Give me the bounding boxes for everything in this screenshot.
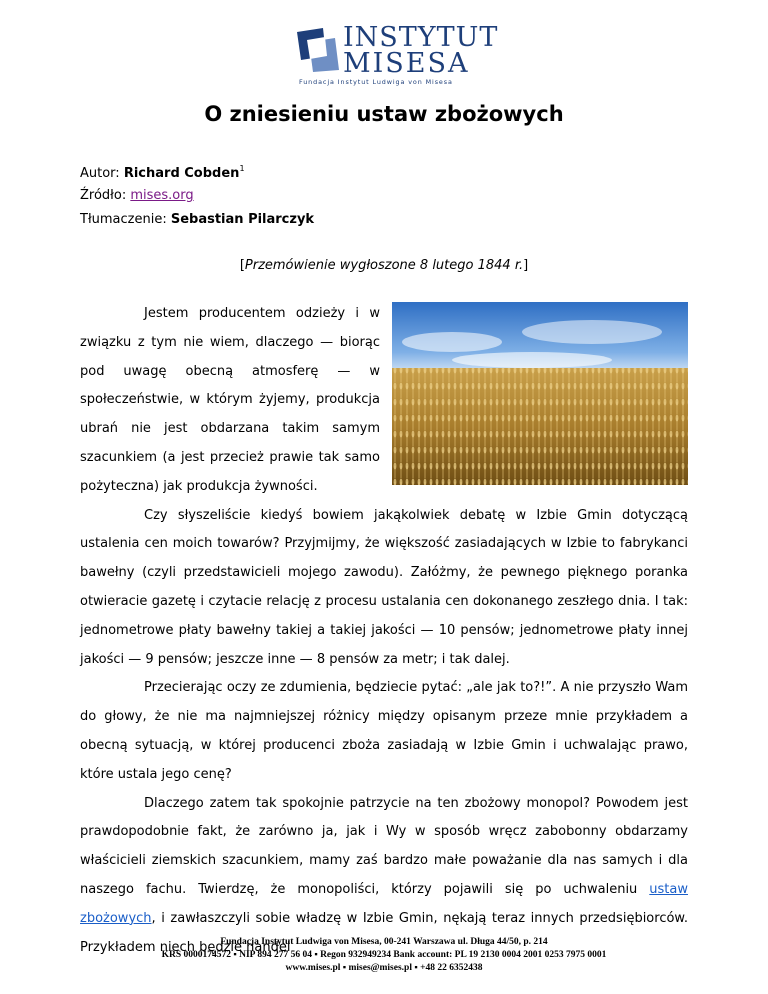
- translator-name: Sebastian Pilarczyk: [170, 212, 315, 227]
- speech-note-text: [Przemówienie wygłoszone 8 lutego 1844 r.]: [239, 258, 529, 273]
- paragraph-4-part-1: Dlaczego zatem tak spokojnie patrzycie na ten zbożowy monopol? Powodem jest prawdopodobnie fakt, że zarówno ja, jak i Wy w sposób wręcz zabobonny obdarzamy właścicieli ziemskich szacunkiem, mamy zaś bardzo małe poważanie dla nas samych i dla naszego fachu. Twierdzę, że monopoliści, którzy pojawili się po uchwaleniu: [80, 795, 688, 897]
- paragraph-1: Jestem producentem odzieży i w związku z tym nie wiem, dlaczego — biorąc pod uwagę obecną atmosferę — w społeczeństwie, w którym żyjemy, produkcja ubrań nie jest obdarzana takim samym szacunkiem (a jest przecież prawie tak samo pożyteczna) jak produkcja żywności.: [80, 306, 380, 494]
- footer-contact: www.mises.pl ▪ mises@mises.pl ▪ +48 22 6352438: [285, 963, 483, 973]
- footer-address: Fundacja Instytut Ludwiga von Misesa, 00-241 Warszawa ul. Długa 44/50, p. 214: [220, 937, 548, 947]
- speech-note: [0, 258, 768, 273]
- document-title: O zniesieniu ustaw zbożowych: [204, 102, 564, 126]
- logo-word-instytut: INSTYTUT: [343, 22, 499, 53]
- translation-line: [80, 212, 314, 227]
- source-label: Źródło:: [80, 188, 127, 203]
- author-line: [80, 164, 245, 181]
- logo-word-misesa: MISESA: [343, 48, 470, 79]
- translation-label: Tłumaczenie:: [80, 212, 167, 227]
- wheat-field-image: [392, 302, 688, 485]
- article-body: [80, 300, 688, 962]
- logo-emblem-icon: [293, 26, 343, 74]
- logo-tagline: Fundacja Instytut Ludwiga von Misesa: [299, 78, 453, 86]
- source-line: [80, 188, 194, 203]
- paragraph-4-part-2: , i zawłaszczyli sobie władzę w Izbie Gmin, nękają teraz innych przedsiębiorców. Przykładem niech będzie handel: [80, 910, 688, 955]
- footnote-mark[interactable]: 1: [239, 164, 245, 173]
- corn-laws-link[interactable]: ustaw zbożowych: [80, 881, 688, 926]
- paragraph-3: Przecierając oczy ze zdumienia, będziecie pytać: „ale jak to?!”. A nie przyszło Wam do głowy, że nie ma najmniejszej różnicy między opisanym przeze mnie przykładem a obecną sytuacją, w której producenci zboża zasiadają w Izbie Gmin i uchwalając prawo, które ustala jego cenę?: [80, 680, 688, 782]
- source-link[interactable]: mises.org: [130, 188, 194, 203]
- instytut-misesa-logo: [293, 22, 499, 88]
- page-footer: [0, 936, 768, 975]
- author-label: Autor:: [80, 166, 120, 181]
- author-name: Richard Cobden: [123, 166, 240, 181]
- paragraph-2: Czy słyszeliście kiedyś bowiem jakąkolwiek debatę w Izbie Gmin dotyczącą ustalenia cen moich towarów? Przyjmijmy, że większość zasiadających w Izbie to fabrykanci bawełny (czyli przedstawicieli mojego zawodu). Załóżmy, że pewnego pięknego poranka otwieracie gazetę i czytacie relację z procesu ustalania cen dokonanego zeszłego dnia. I tak: jednometrowe płaty bawełny takiej a takiej jakości — 10 pensów; jednometrowe płaty innej jakości — 9 pensów; jeszcze inne — 8 pensów za metr; i tak dalej.: [80, 507, 688, 667]
- footer-registry: KRS 0000174572 ▪ NIP 894 277 56 04 ▪ Regon 932949234 Bank account: PL 19 2130 0004 2001 0253 7975 0001: [161, 950, 607, 960]
